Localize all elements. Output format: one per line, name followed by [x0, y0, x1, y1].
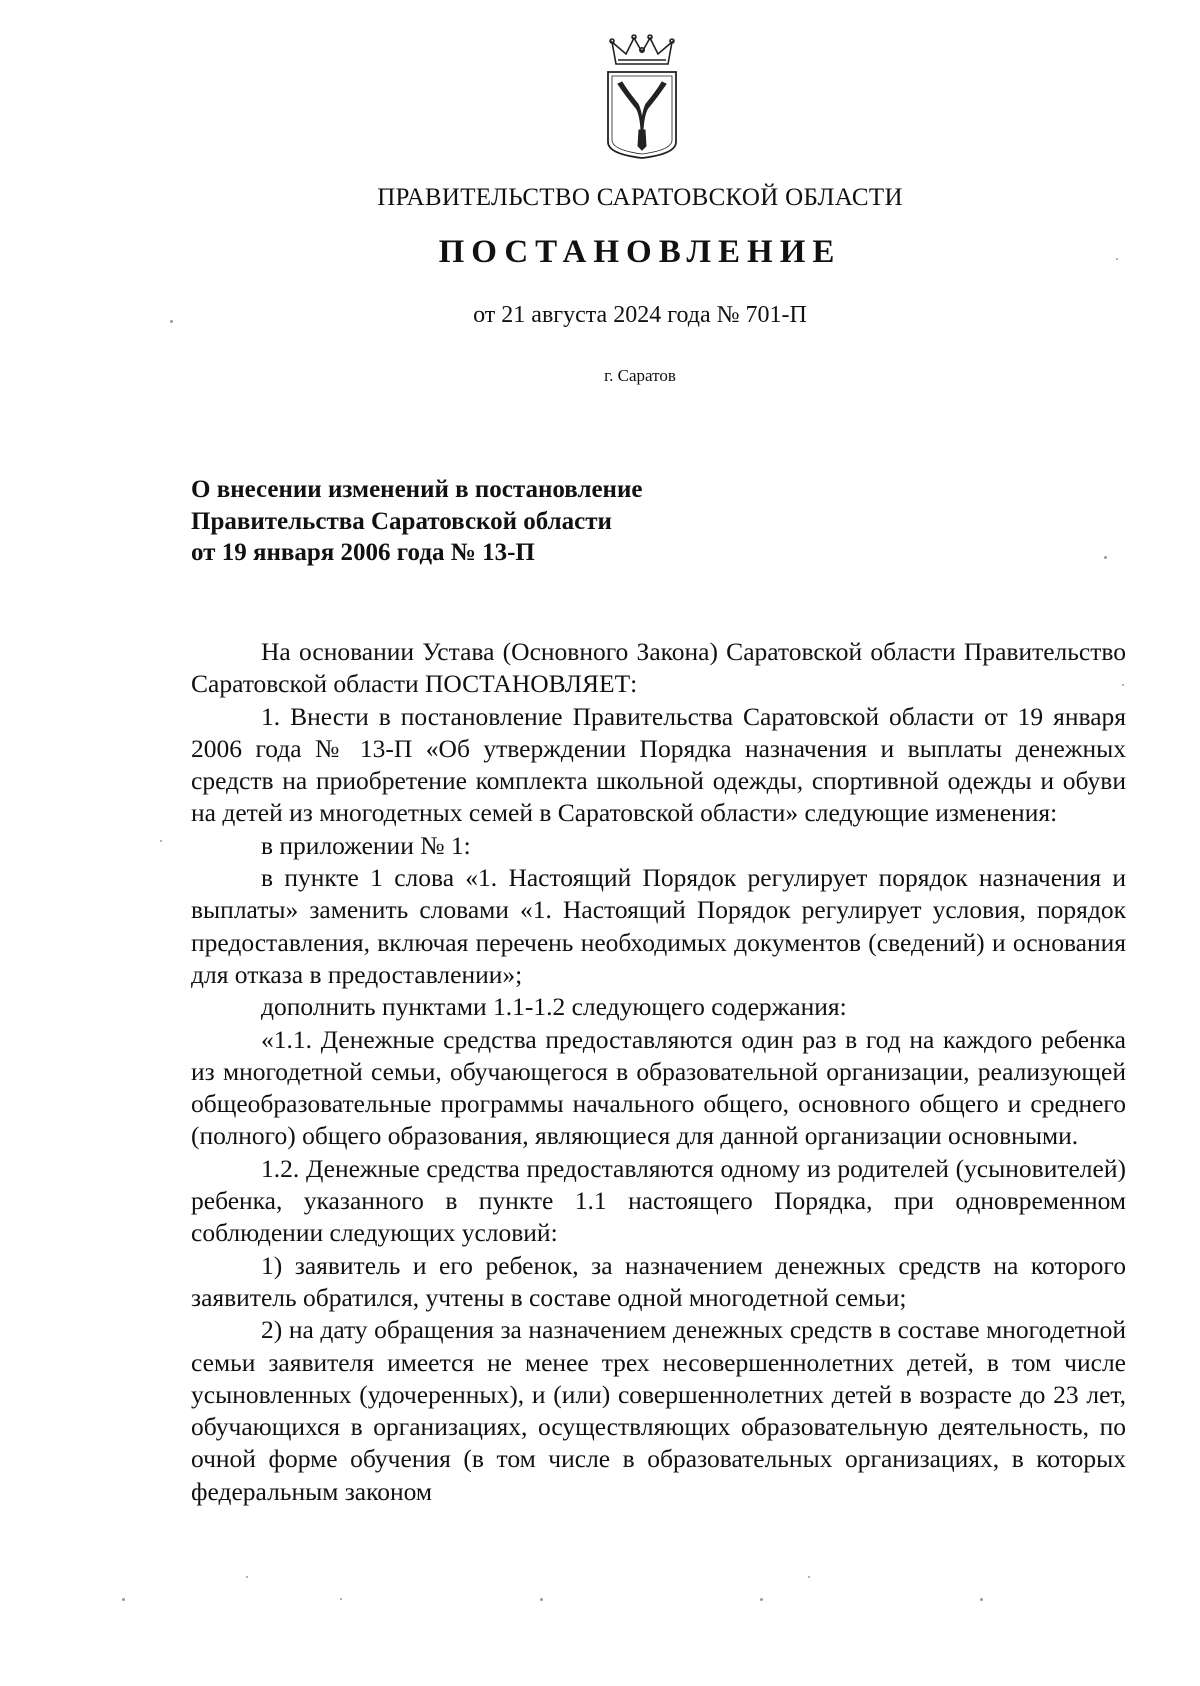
document-body: [191, 636, 1126, 1508]
body-paragraph: в приложении № 1:: [261, 830, 471, 860]
body-paragraph: 2) на дату обращения за назначением денежных средств в составе многодетной семьи заявителя имеется не менее трех несовершеннолетних детей, в том числе усыновленных (удочеренных), и (или) совершеннолетних детей в возрасте до 23 лет, обучающихся в организациях, осуществляющих образовательную деятельность, по очной форме обучения (в том числе в образовательных организациях, в которых федеральным законом: [191, 1315, 1126, 1506]
body-paragraph: 1.2. Денежные средства предоставляются одному из родителей (усыновителей) ребенка, указанного в пункте 1.1 настоящего Порядка, при одновременном соблюдении следующих условий:: [191, 1153, 1126, 1248]
body-paragraph: дополнить пунктами 1.1-1.2 следующего содержания:: [261, 992, 847, 1022]
government-name: ПРАВИТЕЛЬСТВО САРАТОВСКОЙ ОБЛАСТИ: [377, 184, 903, 211]
document-date-number: от 21 августа 2024 года № 701-П: [473, 302, 807, 328]
body-paragraph: в пункте 1 слова «1. Настоящий Порядок регулирует порядок назначения и выплаты» заменить словами «1. Настоящий Порядок регулирует условия, порядок предоставления, включая перечень необходимых документов (сведений) и основания для отказа в предоставлении»;: [191, 863, 1126, 989]
title-line: Правительства Саратовской области: [191, 507, 612, 535]
body-paragraph: На основании Устава (Основного Закона) Саратовской области Правительство Саратовской области ПОСТАНОВЛЯЕТ:: [191, 637, 1126, 699]
document-title: [191, 474, 642, 569]
title-line: от 19 января 2006 года № 13-П: [191, 539, 535, 566]
document-type: ПОСТАНОВЛЕНИЕ: [438, 234, 842, 270]
saratov-coat-of-arms-icon: [602, 34, 682, 160]
body-paragraph: 1) заявитель и его ребенок, за назначением денежных средств на которого заявитель обратился, учтены в составе одной многодетной семьи;: [191, 1250, 1126, 1312]
body-paragraph: «1.1. Денежные средства предоставляются один раз в год на каждого ребенка из многодетной семьи, обучающегося в образовательной организации, реализующей общеобразовательные программы начального общего, основного общего и среднего (полного) общего образования, являющиеся для данной организации основными.: [191, 1024, 1126, 1151]
body-paragraph: 1. Внести в постановление Правительства Саратовской области от 19 января 2006 года № 13-П «Об утверждении Порядка назначения и выплаты денежных средств на приобретение комплекта школьной одежды, спортивной одежды и обуви на детей из многодетных семей в Саратовской области» следующие изменения:: [191, 701, 1126, 828]
title-line: О внесении изменений в постановление: [191, 476, 643, 503]
document-city: г. Саратов: [604, 366, 676, 385]
